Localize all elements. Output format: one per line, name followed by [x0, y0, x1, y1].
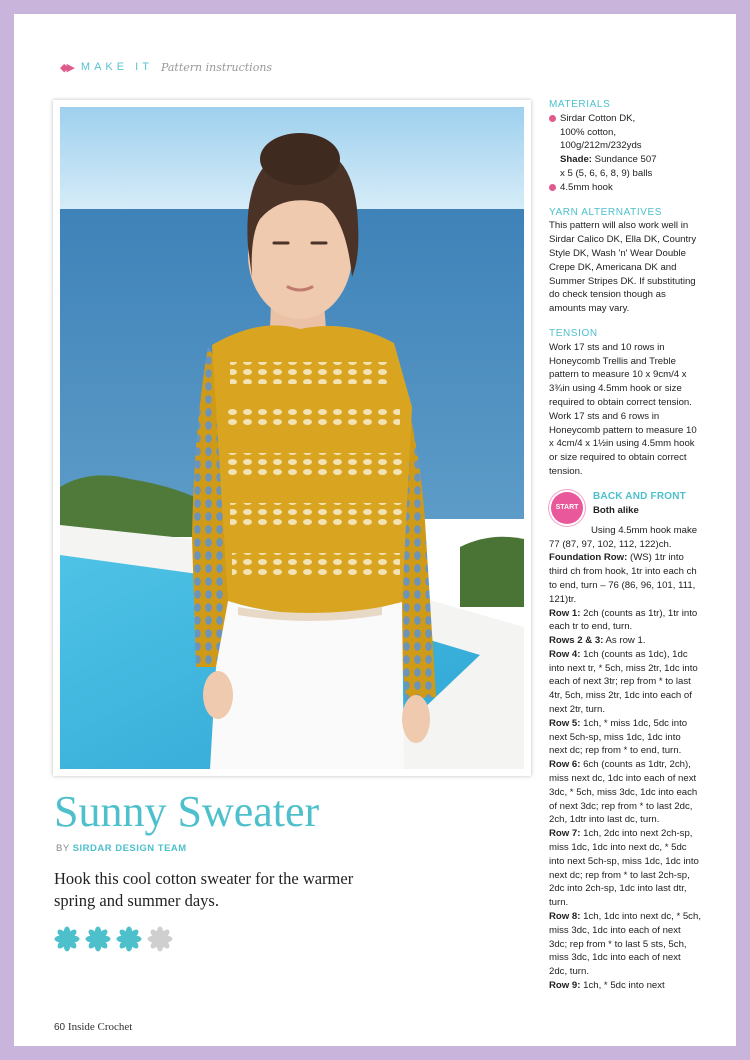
- model-photo: [53, 100, 531, 776]
- mesh-band-1: [230, 362, 390, 384]
- publication-name: Inside Crochet: [67, 1021, 133, 1033]
- tension-text: Work 17 sts and 10 rows in Honeycomb Trellis and Treble pattern to measure 10 x 9cm/4 x 3¾in using 4.5mm hook or size required to obtain correct tension. Work 17 sts and 6 rows in Honeycomb pattern to measure 10 x 4cm/4 x 1½in using 4.5mm hook or size required to obtain correct tension.: [549, 341, 697, 477]
- double-arrow-icon: ◆▶: [60, 61, 73, 74]
- designer-name: SIRDAR DESIGN TEAM: [72, 843, 187, 854]
- pattern-row: Row 8: 1ch, 1dc into next dc, * 5ch, miss 3dc, 1dc into each of next 3dc; rep from * to last 5 sts, 5ch, miss 3dc, 1dc into each of next 2dc, turn.: [549, 911, 701, 978]
- bullet-icon: [549, 184, 556, 191]
- mesh-band-2: [228, 405, 400, 429]
- back-front-lead: Using 4.5mm hook make 77 (87, 97, 102, 112, 122)ch.: [549, 524, 698, 550]
- difficulty-star-empty-icon: [147, 926, 173, 952]
- section-subtitle: Pattern instructions: [160, 60, 273, 74]
- model-photo-illustration: [60, 107, 524, 769]
- difficulty-star-filled-icon: [116, 926, 142, 952]
- shrubs-right: [460, 537, 524, 607]
- back-front-heading: BACK AND FRONT: [593, 490, 686, 502]
- pattern-row: Row 1: 2ch (counts as 1tr), 1tr into each tr to end, turn.: [549, 607, 698, 633]
- pattern-row: Row 5: 1ch, * miss 1dc, 5dc into next 5ch-sp, miss 1dc, 1dc into next dc; rep from * to end, turn.: [549, 717, 688, 757]
- mesh-band-5: [232, 553, 400, 575]
- right-hand: [203, 671, 233, 719]
- yarn-alternatives-text: This pattern will also work well in Sirdar Calico DK, Ella DK, Country Style DK, Wash 'n' Wear Double Crepe DK, Americana DK and Summer Stripes DK. If substituting do check tension though as amounts may vary.: [549, 220, 697, 315]
- pattern-title: Sunny Sweater: [54, 787, 320, 836]
- pattern-row: Row 6: 6ch (counts as 1dtr, 2ch), miss next dc, 1dc into each of next 3dc, * 5ch, miss 3dc, 1dc into each of next 3dc; rep from * to last 2dc, 2ch, 1dtr into last dc, turn.: [549, 759, 698, 826]
- difficulty-star-filled-icon: [85, 926, 111, 952]
- left-hand: [402, 695, 430, 743]
- materials-hook: 4.5mm hook: [549, 181, 701, 195]
- pattern-rows: [549, 551, 701, 993]
- materials-heading: MATERIALS: [549, 99, 611, 110]
- section-header: [60, 58, 272, 76]
- yarn-name: Sirdar Cotton DK,: [560, 112, 636, 124]
- yarn-fibre: 100% cotton,: [560, 126, 617, 138]
- yarn-alternatives-heading: YARN ALTERNATIVES: [549, 206, 663, 218]
- difficulty-rating: [54, 926, 173, 952]
- yarn-balls: x 5 (5, 6, 6, 8, 9) balls: [560, 167, 653, 179]
- mesh-band-4: [230, 503, 402, 529]
- pattern-row: Row 7: 1ch, 2dc into next 2ch-sp, miss 1dc, 1dc into next dc, * 5dc into next 5ch-sp, miss 1dc, 1dc into next dc; rep from * to last 2ch-sp, 2dc into 2ch-sp, 1dc into last dtr, turn.: [549, 828, 699, 909]
- difficulty-star-filled-icon: [54, 926, 80, 952]
- yarn-weight: 100g/212m/232yds: [560, 140, 642, 152]
- back-front-subheading: Both alike: [593, 504, 639, 516]
- page-number: 60: [54, 1022, 66, 1033]
- pattern-intro: Hook this cool cotton sweater for the warmer spring and summer days.: [54, 869, 354, 910]
- hair-bun: [260, 133, 340, 185]
- yarn-shade: Shade: Sundance 507: [560, 154, 657, 166]
- page-footer: [54, 1021, 132, 1033]
- start-badge: START: [551, 492, 583, 524]
- byline: [56, 843, 187, 854]
- byline-prefix: BY: [56, 843, 70, 854]
- mesh-band-3: [228, 453, 404, 479]
- back-front-header: [549, 490, 701, 524]
- trousers: [210, 601, 404, 769]
- bullet-icon: [549, 115, 556, 122]
- section-label: MAKE IT: [80, 61, 153, 73]
- pattern-row: Row 9: 1ch, * 5dc into next: [549, 980, 665, 992]
- tension-heading: TENSION: [549, 327, 598, 339]
- materials-yarn: [549, 112, 701, 181]
- instructions-column: [549, 98, 701, 993]
- pattern-row: Foundation Row: (WS) 1tr into third ch from hook, 1tr into each ch to end, turn – 76 (86, 96, 101, 111, 121)tr.: [549, 552, 697, 605]
- pattern-row: Rows 2 & 3: As row 1.: [549, 635, 646, 647]
- pattern-row: Row 4: 1ch (counts as 1dc), 1dc into next tr, * 5ch, miss 2tr, 1dc into each of next 3tr; rep from * to last 4tr, 5ch, miss 2tr, 1dc into each of next 2tr, turn.: [549, 648, 698, 716]
